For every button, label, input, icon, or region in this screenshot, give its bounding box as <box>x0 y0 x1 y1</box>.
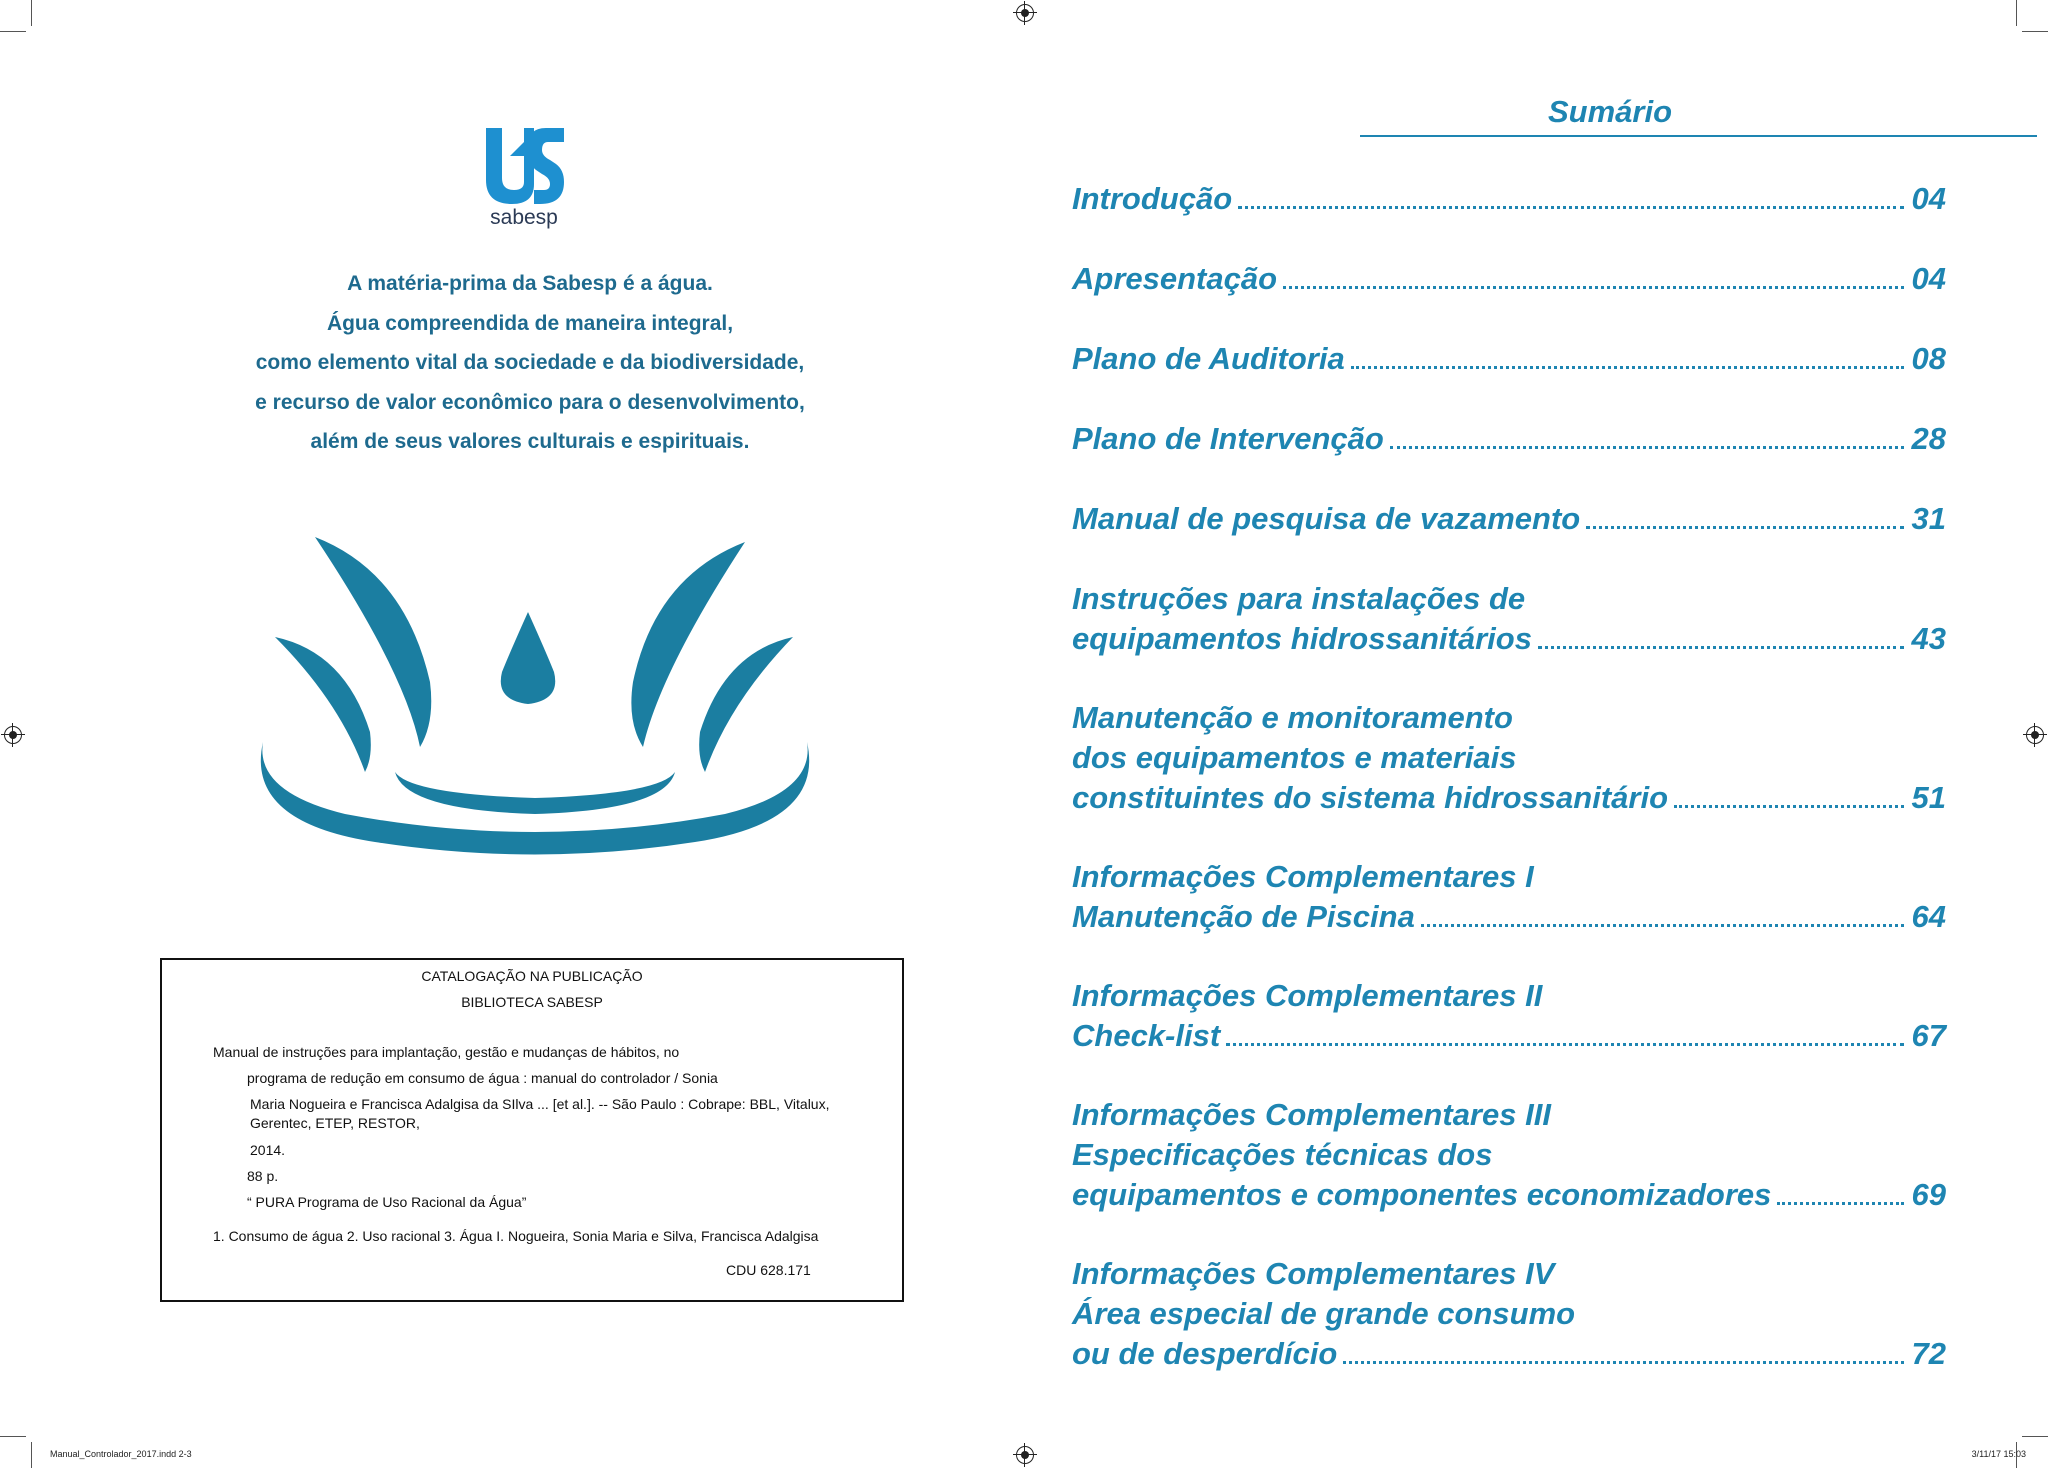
trim-mark <box>2022 1436 2048 1437</box>
toc-entry-page: 43 <box>1911 621 1946 656</box>
toc-entry-label: ou de desperdício <box>1072 1336 1338 1371</box>
trim-mark <box>31 1442 32 1468</box>
toc-leader-dots <box>1226 1043 1903 1046</box>
mission-line: como elemento vital da sociedade e da biodiversidade, <box>255 351 805 374</box>
toc-entry-label: Plano de Intervenção <box>1072 421 1384 456</box>
catalog-line: 88 p. <box>247 1168 279 1184</box>
toc-entry-manual-vazamento[interactable] <box>1072 499 1946 539</box>
toc-entry-label: Área especial de grande consumo <box>1072 1296 1576 1331</box>
mission-statement <box>190 264 870 462</box>
trim-mark <box>31 0 32 26</box>
catalog-line: Gerentec, ETEP, RESTOR, <box>250 1115 420 1131</box>
toc-entry-info-complementares-4[interactable] <box>1072 1254 1946 1374</box>
toc-entry-manutencao-monitoramento[interactable] <box>1072 698 1946 818</box>
toc-leader-dots <box>1351 366 1904 369</box>
toc-entry-label: Check-list <box>1072 1018 1221 1053</box>
toc-leader-dots <box>1777 1202 1903 1205</box>
registration-mark-icon <box>1016 1446 1034 1464</box>
logo-wordmark: sabesp <box>490 206 558 229</box>
catalog-line: programa de redução em consumo de água : manual do controlador / Sonia <box>247 1070 718 1086</box>
toc-entry-label: Manutenção e monitoramento <box>1072 700 1513 735</box>
mission-line: além de seus valores culturais e espirituais. <box>310 430 750 453</box>
toc-entry-label: Especificações técnicas dos <box>1072 1137 1493 1172</box>
toc-entry-page: 04 <box>1911 261 1946 296</box>
toc-entry-label: constituintes do sistema hidrossanitário <box>1072 780 1669 815</box>
catalog-line: Maria Nogueira e Francisca Adalgisa da SIlva ... [et al.]. -- São Paulo : Cobrape: BBL, Vitalux, <box>250 1096 830 1112</box>
toc-entry-page: 31 <box>1911 501 1946 536</box>
trim-mark <box>0 31 26 32</box>
catalog-box <box>160 958 904 1302</box>
toc-entry-label: Informações Complementares I <box>1072 859 1534 894</box>
catalog-line: 2014. <box>250 1142 286 1158</box>
toc-entry-page: 04 <box>1911 181 1946 216</box>
toc-entry-info-complementares-1[interactable] <box>1072 857 1946 937</box>
toc-entry-page: 51 <box>1911 780 1946 815</box>
mission-line: A matéria-prima da Sabesp é a água. <box>347 272 713 295</box>
mission-line: Água compreendida de maneira integral, <box>326 311 734 335</box>
toc-title-rule <box>1360 135 2037 137</box>
toc-entry-label: Plano de Auditoria <box>1072 341 1345 376</box>
toc-entry-label: equipamentos e componentes economizadores <box>1072 1177 1772 1212</box>
catalog-title: CATALOGAÇÃO NA PUBLICAÇÃO <box>421 968 643 984</box>
toc-entry-label: Instruções para instalações de <box>1072 581 1526 616</box>
toc-entry-label: Apresentação <box>1072 261 1278 296</box>
toc-entry-page: 72 <box>1911 1336 1946 1371</box>
toc-leader-dots <box>1586 526 1903 529</box>
toc-entry-label: Manutenção de Piscina <box>1072 899 1415 934</box>
toc-leader-dots <box>1283 286 1903 289</box>
catalog-line: “ PURA Programa de Uso Racional da Água” <box>247 1194 527 1210</box>
registration-mark-icon <box>1016 4 1034 22</box>
catalog-cdu: CDU 628.171 <box>726 1262 811 1278</box>
toc-entry-label: Introdução <box>1072 181 1233 216</box>
toc-entry-plano-auditoria[interactable] <box>1072 339 1946 379</box>
toc-entry-page: 08 <box>1911 341 1946 376</box>
toc-leader-dots <box>1674 805 1904 808</box>
catalog-line: 1. Consumo de água 2. Uso racional 3. Água I. Nogueira, Sonia Maria e Silva, Francisca Adalgisa <box>213 1228 819 1244</box>
toc-entry-label: Manual de pesquisa de vazamento <box>1072 501 1581 536</box>
toc-entry-plano-intervencao[interactable] <box>1072 419 1946 459</box>
trim-mark <box>2022 31 2048 32</box>
slug-filename: Manual_Controlador_2017.indd 2-3 <box>50 1449 192 1459</box>
toc-leader-dots <box>1343 1361 1903 1364</box>
toc-entry-page: 64 <box>1911 899 1946 934</box>
toc-entry-page: 69 <box>1911 1177 1946 1212</box>
mission-line: e recurso de valor econômico para o desenvolvimento, <box>255 390 805 414</box>
catalog-subtitle: BIBLIOTECA SABESP <box>461 994 603 1010</box>
toc-entry-label: dos equipamentos e materiais <box>1072 740 1517 775</box>
registration-mark-icon <box>4 726 22 744</box>
registration-mark-icon <box>2026 726 2044 744</box>
toc-entry-label: Informações Complementares IV <box>1072 1256 1555 1291</box>
toc-entry-page: 28 <box>1911 421 1946 456</box>
catalog-line: Manual de instruções para implantação, gestão e mudanças de hábitos, no <box>213 1044 680 1060</box>
toc-entry-label: Informações Complementares III <box>1072 1097 1551 1132</box>
toc-leader-dots <box>1238 206 1903 209</box>
sabesp-logo-icon <box>484 126 564 206</box>
toc-leader-dots <box>1390 446 1904 449</box>
toc-entry-label: equipamentos hidrossanitários <box>1072 621 1532 656</box>
toc-entry-page: 67 <box>1911 1018 1946 1053</box>
toc-entry-info-complementares-2[interactable] <box>1072 976 1946 1056</box>
toc-leader-dots <box>1538 646 1904 649</box>
toc-entry-label: Informações Complementares II <box>1072 978 1543 1013</box>
toc-title: Sumário <box>1548 94 1673 129</box>
toc-entry-introducao[interactable] <box>1072 179 1946 219</box>
trim-mark <box>2016 0 2017 26</box>
toc-entry-info-complementares-3[interactable] <box>1072 1095 1946 1215</box>
trim-mark <box>0 1436 26 1437</box>
slug-date: 3/11/17 15:03 <box>1971 1449 2026 1459</box>
toc-leader-dots <box>1421 924 1904 927</box>
toc-entry-instrucoes-instalacoes[interactable] <box>1072 579 1946 659</box>
toc-entry-apresentacao[interactable] <box>1072 259 1946 299</box>
water-drop-splash-icon <box>255 532 815 862</box>
